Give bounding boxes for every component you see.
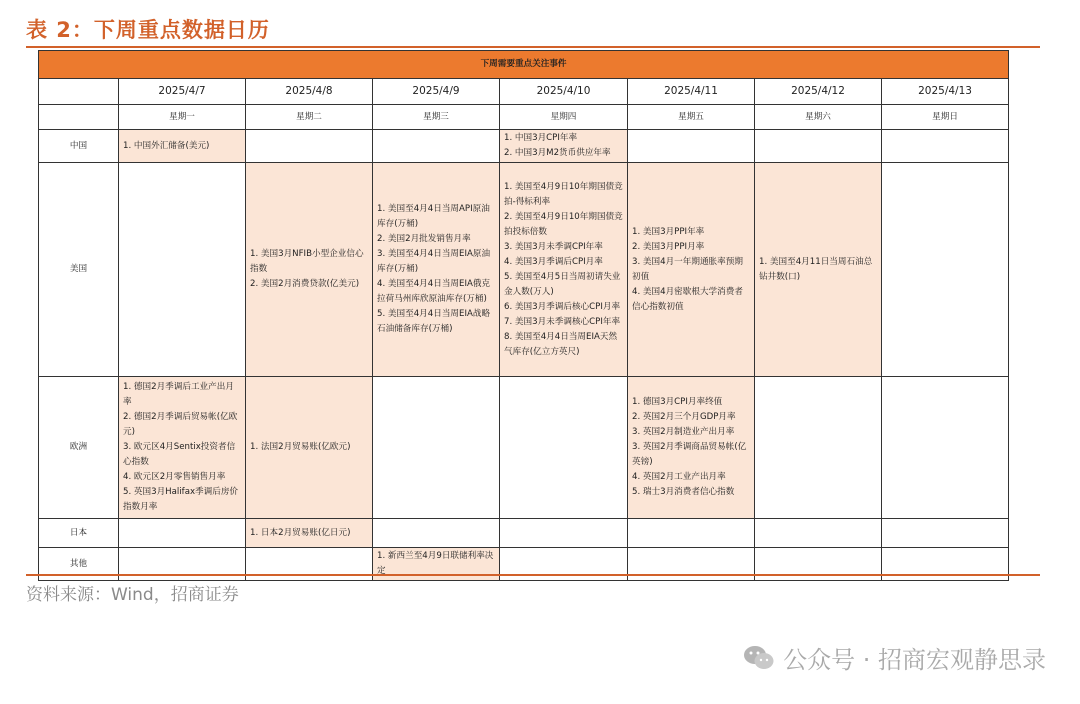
weekday-cell: 星期一 bbox=[119, 105, 246, 130]
event-item: 1. 美国3月NFIB小型企业信心指数 bbox=[250, 249, 364, 274]
event-item: 1. 中国外汇储备(美元) bbox=[123, 140, 210, 151]
event-cell bbox=[119, 377, 246, 519]
weekday-cell: 星期二 bbox=[246, 105, 373, 130]
event-item: 2. 英国2月三个月GDP月率 bbox=[632, 412, 736, 422]
weekday-cell: 星期日 bbox=[882, 105, 1009, 130]
region-label: 日本 bbox=[39, 519, 119, 548]
event-item: 5. 美国至4月4日当周EIA战略石油储备库存(万桶) bbox=[377, 309, 491, 334]
title-divider bbox=[26, 46, 1040, 48]
event-cell bbox=[373, 519, 500, 548]
event-item: 3. 美国3月未季调CPI年率 bbox=[504, 241, 603, 252]
event-item: 3. 美国至4月4日当周EIA原油库存(万桶) bbox=[377, 249, 491, 274]
watermark-text: 公众号 · 招商宏观静思录 bbox=[783, 646, 1046, 674]
event-item: 2. 美国至4月9日10年期国债竞拍投标倍数 bbox=[504, 211, 623, 237]
event-item: 6. 美国3月季调后核心CPI月率 bbox=[504, 301, 621, 312]
event-cell bbox=[628, 377, 755, 519]
region-label: 美国 bbox=[39, 163, 119, 377]
event-cell bbox=[882, 519, 1009, 548]
table-header: 下周需要重点关注事件 bbox=[39, 51, 1009, 79]
event-item: 2. 美国2月批发销售月率 bbox=[377, 234, 471, 244]
event-item: 2. 中国3月M2货币供应年率 bbox=[504, 148, 611, 158]
event-cell bbox=[628, 519, 755, 548]
region-label: 其他 bbox=[39, 548, 119, 581]
event-cell bbox=[246, 519, 373, 548]
event-cell bbox=[500, 519, 628, 548]
event-cell bbox=[755, 130, 882, 163]
weekday-cell: 星期四 bbox=[500, 105, 628, 130]
event-item: 1. 美国3月PPI年率 bbox=[632, 226, 705, 237]
calendar-table bbox=[38, 50, 1009, 581]
source-note: 资料来源：Wind，招商证券 bbox=[26, 585, 239, 605]
event-item: 1. 日本2月贸易账(亿日元) bbox=[250, 527, 351, 538]
event-cell bbox=[373, 130, 500, 163]
date-cell: 2025/4/7 bbox=[119, 79, 246, 105]
event-item: 1. 中国3月CPI年率 bbox=[504, 133, 578, 143]
event-item: 4. 美国3月季调后CPI月率 bbox=[504, 256, 603, 267]
table-row bbox=[39, 377, 1009, 519]
event-cell bbox=[755, 377, 882, 519]
table-title: 表 2：下周重点数据日历 bbox=[26, 18, 270, 42]
event-cell bbox=[882, 163, 1009, 377]
event-cell bbox=[755, 163, 882, 377]
event-item: 1. 新西兰至4月9日联储利率决定 bbox=[377, 551, 494, 576]
weekday-cell: 星期六 bbox=[755, 105, 882, 130]
event-item: 4. 美国至4月4日当周EIA俄克拉荷马州库欣原油库存(万桶) bbox=[377, 279, 491, 304]
table-row bbox=[39, 163, 1009, 377]
event-cell bbox=[882, 130, 1009, 163]
event-cell bbox=[628, 163, 755, 377]
event-item: 4. 欧元区2月零售销售月率 bbox=[123, 472, 226, 482]
event-cell bbox=[119, 163, 246, 377]
event-cell bbox=[119, 130, 246, 163]
event-item: 2. 德国2月季调后贸易帐(亿欧元) bbox=[123, 412, 238, 437]
weekday-cell: 星期三 bbox=[373, 105, 500, 130]
region-label: 欧洲 bbox=[39, 377, 119, 519]
event-item: 1. 德国2月季调后工业产出月率 bbox=[123, 382, 234, 407]
weekday-row bbox=[39, 105, 1009, 130]
event-item: 5. 英国3月Halifax季调后房价指数月率 bbox=[123, 487, 239, 512]
date-cell: 2025/4/12 bbox=[755, 79, 882, 105]
event-item: 3. 欧元区4月Sentix投资者信心指数 bbox=[123, 442, 236, 467]
date-cell: 2025/4/11 bbox=[628, 79, 755, 105]
event-item: 5. 美国至4月5日当周初请失业金人数(万人) bbox=[504, 271, 621, 297]
event-cell bbox=[246, 130, 373, 163]
date-cell: 2025/4/10 bbox=[500, 79, 628, 105]
corner-cell bbox=[39, 105, 119, 130]
date-cell: 2025/4/8 bbox=[246, 79, 373, 105]
watermark bbox=[743, 640, 1046, 675]
date-cell: 2025/4/13 bbox=[882, 79, 1009, 105]
bottom-divider bbox=[26, 574, 1040, 576]
event-item: 3. 英国2月季调商品贸易帐(亿英镑) bbox=[632, 442, 747, 467]
event-item: 7. 美国3月未季调核心CPI年率 bbox=[504, 316, 621, 327]
event-item: 1. 美国至4月4日当周API原油库存(万桶) bbox=[377, 204, 490, 229]
event-cell bbox=[246, 377, 373, 519]
event-item: 1. 美国至4月9日10年期国债竞拍-得标利率 bbox=[504, 181, 623, 207]
region-label: 中国 bbox=[39, 130, 119, 163]
table-row bbox=[39, 519, 1009, 548]
event-cell bbox=[628, 130, 755, 163]
event-cell bbox=[500, 163, 628, 377]
event-cell bbox=[373, 377, 500, 519]
table-row bbox=[39, 130, 1009, 163]
event-item: 2. 美国3月PPI月率 bbox=[632, 241, 705, 252]
event-cell bbox=[882, 377, 1009, 519]
event-item: 3. 英国2月制造业产出月率 bbox=[632, 427, 735, 437]
event-item: 4. 英国2月工业产出月率 bbox=[632, 472, 726, 482]
event-item: 1. 法国2月贸易账(亿欧元) bbox=[250, 442, 351, 452]
event-cell bbox=[373, 163, 500, 377]
event-cell bbox=[500, 377, 628, 519]
event-item: 8. 美国至4月4日当周EIA天然气库存(亿立方英尺) bbox=[504, 331, 618, 357]
event-cell bbox=[246, 163, 373, 377]
wechat-icon bbox=[743, 645, 775, 671]
event-cell bbox=[755, 519, 882, 548]
event-item: 5. 瑞士3月消费者信心指数 bbox=[632, 487, 735, 497]
event-item: 1. 美国至4月11日当周石油总钻井数(口) bbox=[759, 256, 873, 282]
event-item: 3. 美国4月一年期通胀率预期初值 bbox=[632, 256, 743, 282]
date-cell: 2025/4/9 bbox=[373, 79, 500, 105]
event-cell bbox=[119, 519, 246, 548]
corner-cell bbox=[39, 79, 119, 105]
date-row bbox=[39, 79, 1009, 105]
weekday-cell: 星期五 bbox=[628, 105, 755, 130]
event-cell bbox=[500, 130, 628, 163]
event-item: 4. 美国4月密歇根大学消费者信心指数初值 bbox=[632, 286, 743, 312]
event-item: 1. 德国3月CPI月率终值 bbox=[632, 397, 723, 407]
event-item: 2. 美国2月消费贷款(亿美元) bbox=[250, 279, 360, 289]
